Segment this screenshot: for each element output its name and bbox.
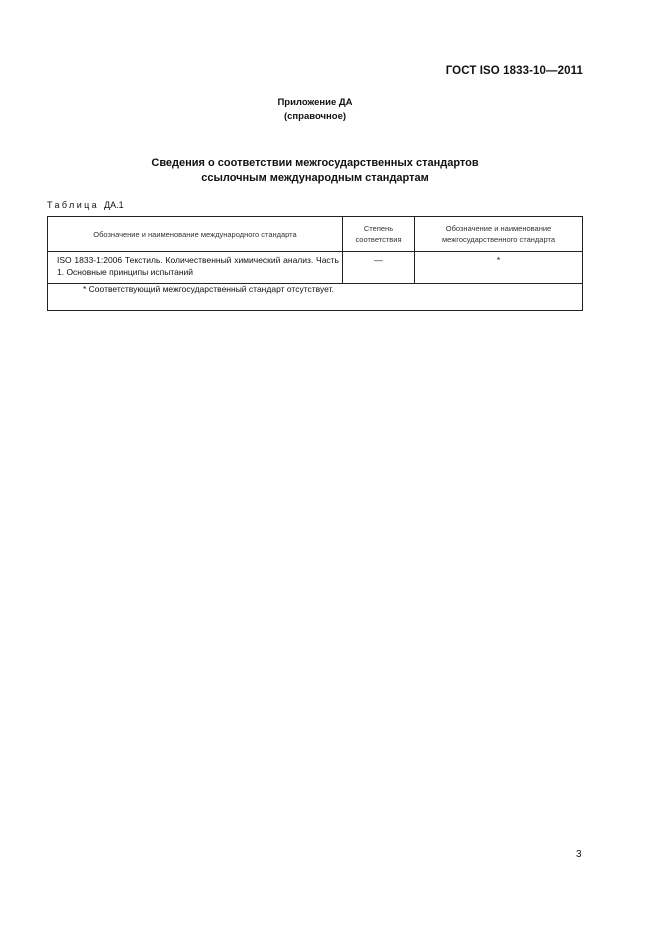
table-footnote-row (48, 284, 583, 311)
appendix-subtitle: (справочное) (283, 111, 347, 122)
table-caption-number: ДА.1 (104, 200, 124, 210)
table-caption (47, 200, 124, 210)
document-title (0, 156, 630, 186)
table-header-row (48, 217, 583, 252)
table-row (48, 252, 583, 284)
cell-degree: — (343, 252, 415, 284)
header-interstate-standard (415, 217, 583, 252)
appendix-title: Приложение ДА (277, 97, 353, 108)
cell-international-standard: ISO 1833-1:2006 Текстиль. Количественный химический анализ. Часть 1. Основные принципы испытаний (48, 252, 343, 284)
header-degree-line-1: Степень (363, 224, 394, 233)
document-title-line-1: Сведения о соответствии межгосударственных стандартов (151, 157, 479, 169)
header-interstate-line-1: Обозначение и наименование (445, 224, 552, 233)
appendix-heading (0, 96, 630, 124)
table-caption-label: Таблица (47, 200, 100, 210)
document-title-line-2: ссылочным международным стандартам (201, 172, 429, 184)
document-code: ГОСТ ISO 1833-10—2011 (445, 65, 583, 77)
cell-interstate-standard: * (415, 252, 583, 284)
header-interstate-line-2: межгосударственного стандарта (442, 235, 555, 244)
header-degree-of-correspondence (343, 217, 415, 252)
table-footnote: * Соответствующий межгосударственный стандарт отсутствует. (48, 284, 583, 311)
page-number: 3 (576, 849, 582, 860)
correspondence-table (47, 216, 583, 311)
header-international-standard: Обозначение и наименование международного стандарта (48, 217, 343, 252)
header-degree-line-2: соответствия (355, 235, 402, 244)
